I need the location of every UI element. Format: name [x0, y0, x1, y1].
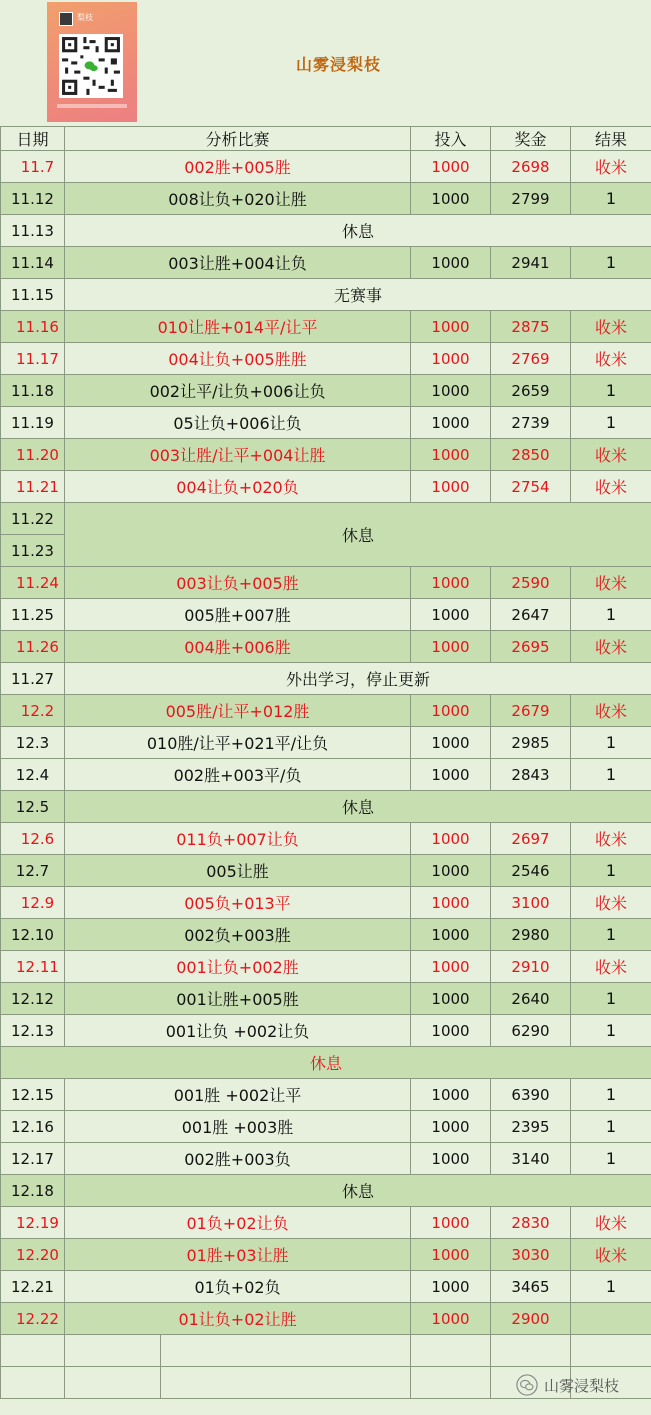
- match-cell: 01负+02让负: [65, 1207, 411, 1239]
- prize-cell: 2659: [491, 375, 571, 407]
- table-row: [1, 823, 651, 855]
- date-cell: 12.2: [1, 695, 65, 727]
- date-cell: 11.24: [1, 567, 65, 599]
- table-row: [1, 599, 651, 631]
- prize-cell: 3140: [491, 1143, 571, 1175]
- prize-cell: 2769: [491, 343, 571, 375]
- page-title: 山雾浸梨枝: [296, 55, 382, 74]
- match-cell: 010胜/让平+021平/让负: [65, 727, 411, 759]
- result-cell: 收米: [571, 887, 651, 919]
- date-cell: 12.16: [1, 1111, 65, 1143]
- result-cell: 收米: [571, 471, 651, 503]
- prize-cell: 2697: [491, 823, 571, 855]
- match-cell: 004让负+005胜胜: [65, 343, 411, 375]
- prize-cell: 2640: [491, 983, 571, 1015]
- match-cell: 002胜+003平/负: [65, 759, 411, 791]
- match-cell: 01胜+03让胜: [65, 1239, 411, 1271]
- column-header-stake: 投入: [411, 127, 491, 151]
- result-cell: 收米: [571, 1207, 651, 1239]
- bet-record-table: [0, 126, 651, 1399]
- date-cell: 12.21: [1, 1271, 65, 1303]
- date-cell: 12.19: [1, 1207, 65, 1239]
- stake-cell: 1000: [411, 1303, 491, 1335]
- table-row: [1, 1271, 651, 1303]
- result-cell: 1: [571, 855, 651, 887]
- date-cell: 12.4: [1, 759, 65, 791]
- table-row: [1, 1015, 651, 1047]
- table-row: [1, 343, 651, 375]
- match-cell: 001让负 +002让负: [65, 1015, 411, 1047]
- stake-cell: 1000: [411, 567, 491, 599]
- stake-cell: 1000: [411, 1015, 491, 1047]
- match-cell: 002负+003胜: [65, 919, 411, 951]
- result-cell: 收米: [571, 567, 651, 599]
- table-row: [1, 279, 651, 311]
- prize-cell: 2590: [491, 567, 571, 599]
- note-cell: 休息: [65, 215, 651, 247]
- result-cell: [571, 1303, 651, 1335]
- table-row: [1, 727, 651, 759]
- table-row: [1, 1303, 651, 1335]
- table-row: [1, 983, 651, 1015]
- result-cell: 1: [571, 599, 651, 631]
- match-cell: 010让胜+014平/让平: [65, 311, 411, 343]
- date-cell: 12.20: [1, 1239, 65, 1271]
- stake-cell: 1000: [411, 919, 491, 951]
- table-row: [1, 1143, 651, 1175]
- column-header-prize: 奖金: [491, 127, 571, 151]
- stake-cell: 1000: [411, 1271, 491, 1303]
- result-cell: 1: [571, 1271, 651, 1303]
- match-cell: 004胜+006胜: [65, 631, 411, 663]
- table-row: [1, 855, 651, 887]
- result-cell: 1: [571, 247, 651, 279]
- match-cell: 004让负+020负: [65, 471, 411, 503]
- prize-cell: 2850: [491, 439, 571, 471]
- prize-cell: 2739: [491, 407, 571, 439]
- qr-caption: [57, 104, 127, 108]
- result-cell: 1: [571, 1015, 651, 1047]
- table-row: [1, 1175, 651, 1207]
- date-cell: 11.15: [1, 279, 65, 311]
- date-cell: 12.11: [1, 951, 65, 983]
- table-row: [1, 247, 651, 279]
- table-row: [1, 631, 651, 663]
- table-row: [1, 375, 651, 407]
- result-cell: 1: [571, 407, 651, 439]
- watermark: [516, 1374, 619, 1396]
- prize-cell: 3100: [491, 887, 571, 919]
- table-body: [1, 151, 651, 1335]
- result-cell: 收米: [571, 439, 651, 471]
- note-cell: 外出学习，停止更新: [65, 663, 651, 695]
- table-row: [1, 951, 651, 983]
- result-cell: 收米: [571, 823, 651, 855]
- prize-cell: 2843: [491, 759, 571, 791]
- prize-cell: 2546: [491, 855, 571, 887]
- table-row: [1, 1047, 651, 1079]
- empty-row: [1, 1335, 651, 1367]
- wechat-icon: [516, 1374, 538, 1396]
- date-cell: 11.14: [1, 247, 65, 279]
- prize-cell: 6390: [491, 1079, 571, 1111]
- table-row: [1, 215, 651, 247]
- date-cell: 12.12: [1, 983, 65, 1015]
- prize-cell: 2698: [491, 151, 571, 183]
- match-cell: 003让胜+004让负: [65, 247, 411, 279]
- prize-cell: 2395: [491, 1111, 571, 1143]
- match-cell: 003让负+005胜: [65, 567, 411, 599]
- stake-cell: 1000: [411, 247, 491, 279]
- date-cell: 11.18: [1, 375, 65, 407]
- note-cell: 休息: [65, 503, 651, 567]
- result-cell: 1: [571, 1079, 651, 1111]
- prize-cell: 2910: [491, 951, 571, 983]
- table-row: [1, 407, 651, 439]
- date-cell: 11.20: [1, 439, 65, 471]
- table-row: [1, 1111, 651, 1143]
- match-cell: 001胜 +003胜: [65, 1111, 411, 1143]
- match-cell: 01让负+02让胜: [65, 1303, 411, 1335]
- note-cell: 休息: [65, 1175, 651, 1207]
- date-cell: 12.22: [1, 1303, 65, 1335]
- date-cell: 11.17: [1, 343, 65, 375]
- prize-cell: 2679: [491, 695, 571, 727]
- result-cell: 1: [571, 183, 651, 215]
- table-row: [1, 759, 651, 791]
- match-cell: 002胜+003负: [65, 1143, 411, 1175]
- result-cell: 1: [571, 759, 651, 791]
- stake-cell: 1000: [411, 855, 491, 887]
- note-cell: 无赛事: [65, 279, 651, 311]
- qr-account-name: 梨枝: [77, 13, 93, 22]
- match-cell: 011负+007让负: [65, 823, 411, 855]
- result-cell: 1: [571, 727, 651, 759]
- date-cell: 11.21: [1, 471, 65, 503]
- match-cell: 005让胜: [65, 855, 411, 887]
- column-header-match: 分析比赛: [65, 127, 411, 151]
- stake-cell: 1000: [411, 631, 491, 663]
- table-row: [1, 1079, 651, 1111]
- date-cell: 11.23: [1, 535, 65, 567]
- date-cell: 12.6: [1, 823, 65, 855]
- header-area: [0, 0, 651, 127]
- match-cell: 002胜+005胜: [65, 151, 411, 183]
- watermark-text: 山雾浸梨枝: [544, 1376, 620, 1395]
- stake-cell: 1000: [411, 887, 491, 919]
- match-cell: 005胜+007胜: [65, 599, 411, 631]
- match-cell: 003让胜/让平+004让胜: [65, 439, 411, 471]
- stake-cell: 1000: [411, 407, 491, 439]
- match-cell: 002让平/让负+006让负: [65, 375, 411, 407]
- stake-cell: 1000: [411, 151, 491, 183]
- date-cell: 11.26: [1, 631, 65, 663]
- date-cell: 11.27: [1, 663, 65, 695]
- result-cell: 收米: [571, 151, 651, 183]
- table-row: [1, 887, 651, 919]
- table-header-row: [1, 127, 651, 151]
- avatar: [59, 12, 73, 26]
- prize-cell: 2900: [491, 1303, 571, 1335]
- stake-cell: 1000: [411, 375, 491, 407]
- table-row: [1, 471, 651, 503]
- column-header-result: 结果: [571, 127, 651, 151]
- table-row: [1, 151, 651, 183]
- table-row: [1, 1239, 651, 1271]
- result-cell: 1: [571, 375, 651, 407]
- table-row: [1, 695, 651, 727]
- table-row: [1, 439, 651, 471]
- stake-cell: 1000: [411, 727, 491, 759]
- stake-cell: 1000: [411, 1143, 491, 1175]
- stake-cell: 1000: [411, 823, 491, 855]
- result-cell: 1: [571, 983, 651, 1015]
- stake-cell: 1000: [411, 471, 491, 503]
- result-cell: 收米: [571, 311, 651, 343]
- table-row: [1, 1207, 651, 1239]
- stake-cell: 1000: [411, 1207, 491, 1239]
- prize-cell: 3030: [491, 1239, 571, 1271]
- result-cell: 收米: [571, 343, 651, 375]
- note-cell: 休息: [1, 1047, 651, 1079]
- prize-cell: 2875: [491, 311, 571, 343]
- table-row: [1, 919, 651, 951]
- match-cell: 005胜/让平+012胜: [65, 695, 411, 727]
- result-cell: 1: [571, 1111, 651, 1143]
- stake-cell: 1000: [411, 311, 491, 343]
- table-row: [1, 663, 651, 695]
- stake-cell: 1000: [411, 1111, 491, 1143]
- result-cell: 1: [571, 919, 651, 951]
- date-cell: 12.15: [1, 1079, 65, 1111]
- prize-cell: 2754: [491, 471, 571, 503]
- stake-cell: 1000: [411, 599, 491, 631]
- prize-cell: 2647: [491, 599, 571, 631]
- table-row: [1, 183, 651, 215]
- date-cell: 11.16: [1, 311, 65, 343]
- date-cell: 11.12: [1, 183, 65, 215]
- prize-cell: 3465: [491, 1271, 571, 1303]
- date-cell: 11.7: [1, 151, 65, 183]
- stake-cell: 1000: [411, 695, 491, 727]
- prize-cell: 2830: [491, 1207, 571, 1239]
- match-cell: 001胜 +002让平: [65, 1079, 411, 1111]
- result-cell: 收米: [571, 1239, 651, 1271]
- stake-cell: 1000: [411, 759, 491, 791]
- date-cell: 11.25: [1, 599, 65, 631]
- stake-cell: 1000: [411, 343, 491, 375]
- prize-cell: 6290: [491, 1015, 571, 1047]
- table-row: [1, 567, 651, 599]
- result-cell: 收米: [571, 695, 651, 727]
- match-cell: 05让负+006让负: [65, 407, 411, 439]
- prize-cell: 2695: [491, 631, 571, 663]
- date-cell: 12.5: [1, 791, 65, 823]
- column-header-date: 日期: [1, 127, 65, 151]
- stake-cell: 1000: [411, 1239, 491, 1271]
- result-cell: 1: [571, 1143, 651, 1175]
- match-cell: 01负+02负: [65, 1271, 411, 1303]
- stake-cell: 1000: [411, 183, 491, 215]
- prize-cell: 2980: [491, 919, 571, 951]
- stake-cell: 1000: [411, 439, 491, 471]
- match-cell: 001让胜+005胜: [65, 983, 411, 1015]
- date-cell: 12.13: [1, 1015, 65, 1047]
- table-row: [1, 503, 651, 535]
- prize-cell: 2799: [491, 183, 571, 215]
- prize-cell: 2941: [491, 247, 571, 279]
- date-cell: 11.13: [1, 215, 65, 247]
- match-cell: 005负+013平: [65, 887, 411, 919]
- result-cell: 收米: [571, 951, 651, 983]
- stake-cell: 1000: [411, 983, 491, 1015]
- date-cell: 12.10: [1, 919, 65, 951]
- date-cell: 12.17: [1, 1143, 65, 1175]
- stake-cell: 1000: [411, 951, 491, 983]
- date-cell: 12.18: [1, 1175, 65, 1207]
- date-cell: 12.9: [1, 887, 65, 919]
- match-cell: 008让负+020让胜: [65, 183, 411, 215]
- result-cell: 收米: [571, 631, 651, 663]
- date-cell: 11.22: [1, 503, 65, 535]
- table-row: [1, 311, 651, 343]
- date-cell: 12.7: [1, 855, 65, 887]
- qr-code-icon: [59, 34, 123, 98]
- note-cell: 休息: [65, 791, 651, 823]
- date-cell: 11.19: [1, 407, 65, 439]
- match-cell: 001让负+002胜: [65, 951, 411, 983]
- date-cell: 12.3: [1, 727, 65, 759]
- prize-cell: 2985: [491, 727, 571, 759]
- stake-cell: 1000: [411, 1079, 491, 1111]
- table-row: [1, 791, 651, 823]
- qr-code-card: [47, 2, 137, 122]
